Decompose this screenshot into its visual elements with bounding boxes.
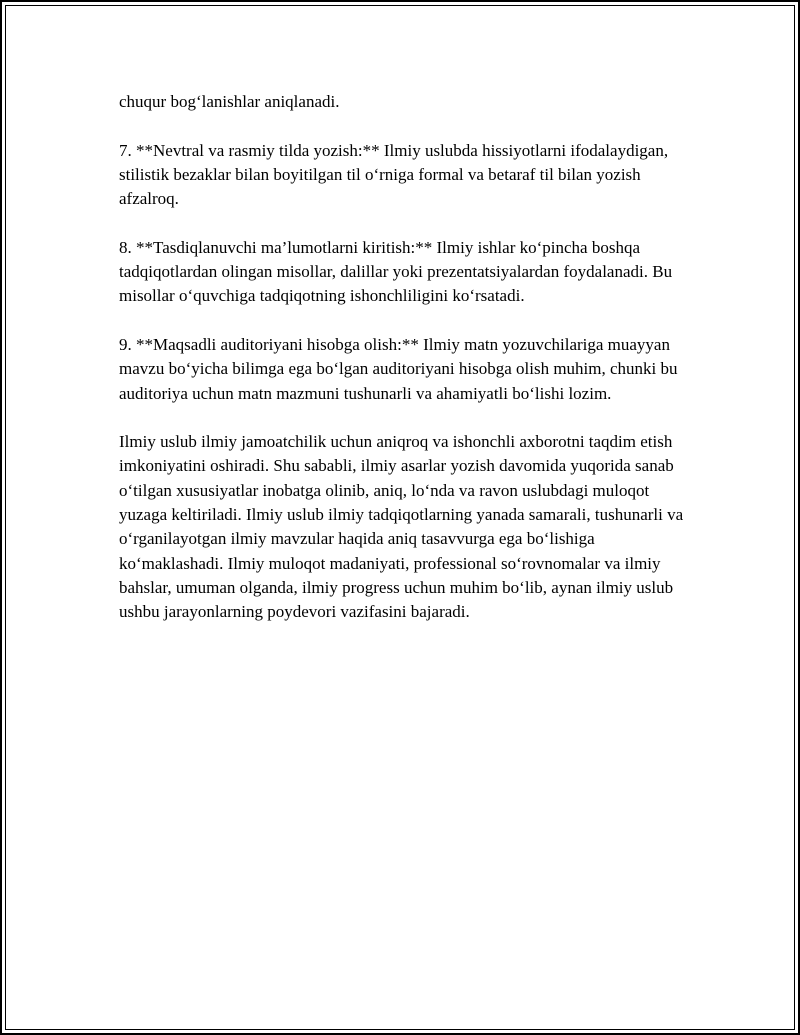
paragraph-continuation: chuqur bog‘lanishlar aniqlanadi. <box>119 92 340 111</box>
paragraph-conclusion: Ilmiy uslub ilmiy jamoatchilik uchun aniqroq va ishonchli axborotni taqdim etish imkoniyatini oshiradi. Shu sababli, ilmiy asarlar yozish davomida yuqorida sanab o‘tilgan xususiyatlar inobatga olinib, aniq, lo‘nda va ravon uslubdagi muloqot yuzaga keltiriladi. Ilmiy uslub ilmiy tadqiqotlarning yanada samarali, tushunarli va o‘rganilayotgan ilmiy mavzular haqida aniq tasavvurga ega bo‘lishiga ko‘maklashadi. Ilmiy muloqot madaniyati, professional so‘rovnomalar va ilmiy bahslar, umuman olganda, ilmiy progress uchun muhim bo‘lib, aynan ilmiy uslub ushbu jarayonlarning poydevori vazifasini bajaradi. <box>119 432 684 622</box>
paragraph-item-9: 9. **Maqsadli auditoriyani hisobga olish:** Ilmiy matn yozuvchilariga muayyan mavzu bo‘yicha bilimga ega bo‘lgan auditoriyani hisobga olish muhim, chunki bu auditoriya uchun matn mazmuni tushunarli va ahamiyatli bo‘lishi lozim. <box>119 334 678 403</box>
paragraph-item-7: 7. **Nevtral va rasmiy tilda yozish:** Ilmiy uslubda hissiyotlarni ifodalaydigan, stilistik bezaklar bilan boyitilgan til o‘rniga formal va betaraf til bilan yozish afzalroq. <box>119 140 669 209</box>
paragraph-item-8: 8. **Tasdiqlanuvchi ma’lumotlarni kiritish:** Ilmiy ishlar ko‘pincha boshqa tadqiqotlardan olingan misollar, dalillar yoki prezentatsiyalardan foydalanadi. Bu misollar o‘quvchiga tadqiqotning ishonchliligini ko‘rsatadi. <box>119 237 673 306</box>
document-body <box>119 90 694 625</box>
